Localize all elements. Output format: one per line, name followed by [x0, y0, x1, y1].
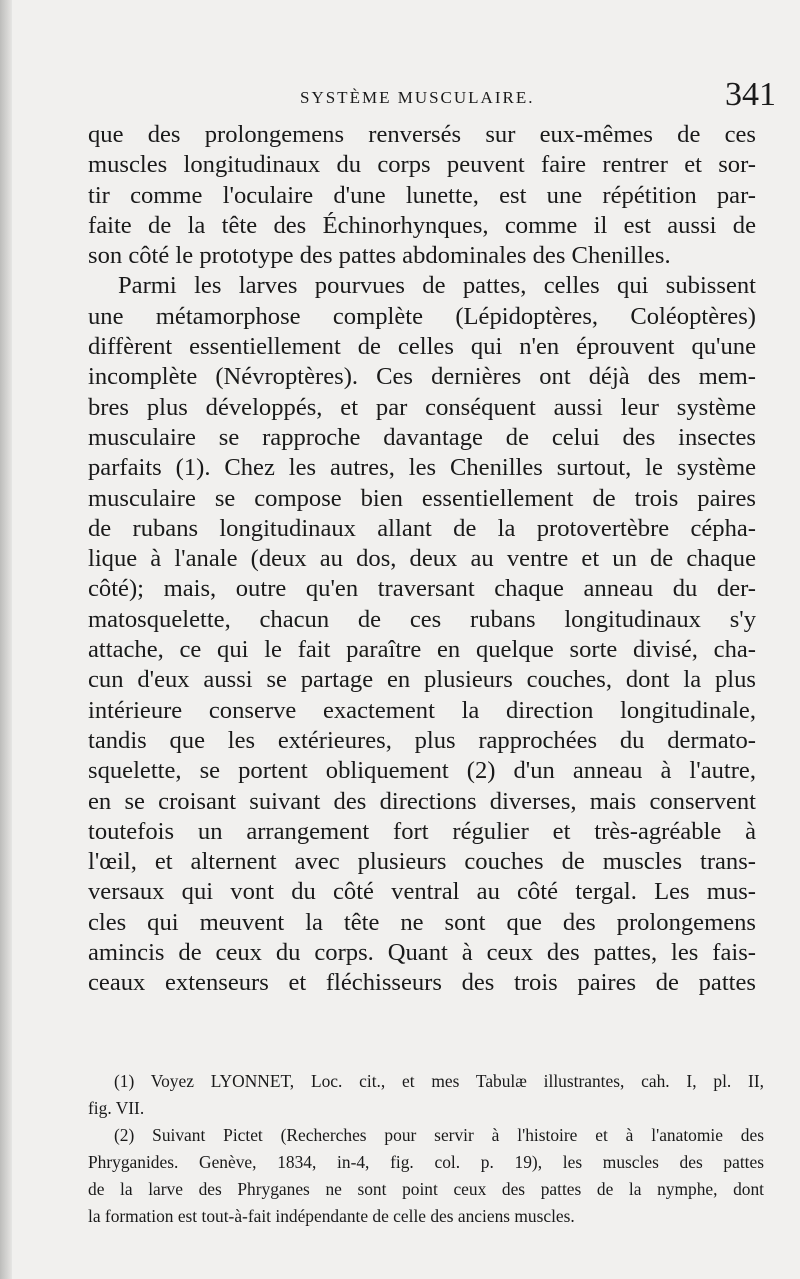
text-line: toutefois un arrangement fort régulier et très-agréable à	[88, 817, 756, 845]
text-line: côté); mais, outre qu'en traversant chaque anneau du der-	[88, 575, 756, 603]
running-head: SYSTÈME MUSCULAIRE.	[300, 88, 535, 107]
text-line: faite de la tête des Échinorhynques, comme il est aussi de	[88, 211, 756, 239]
text-line: attache, ce qui le fait paraître en quelque sorte divisé, cha-	[88, 636, 756, 664]
text-line: incomplète (Névroptères). Ces dernières ont déjà des mem-	[88, 363, 756, 391]
text-line: bres plus développés, et par conséquent aussi leur système	[88, 393, 756, 421]
text-line: son côté le prototype des pattes abdominales des Chenilles.	[88, 242, 671, 270]
text-line: tir comme l'oculaire d'une lunette, est une répétition par-	[88, 181, 756, 209]
text-line: cles qui meuvent la tête ne sont que des prolongemens	[88, 908, 756, 936]
text-line: de rubans longitudinaux allant de la protovertèbre cépha-	[88, 514, 756, 542]
text-line: matosquelette, chacun de ces rubans longitudinaux s'y	[88, 605, 756, 633]
footnote-line: la formation est tout-à-fait indépendante de celle des anciens muscles.	[88, 1206, 575, 1226]
page-edge	[0, 0, 12, 1279]
text-line: que des prolongemens renversés sur eux-mêmes de ces	[88, 121, 756, 148]
page-number: 341	[725, 76, 776, 113]
text-line: l'œil, et alternent avec plusieurs couches de muscles trans-	[88, 848, 756, 876]
footnotes	[88, 1068, 764, 1230]
text-line: cun d'eux aussi se partage en plusieurs couches, dont la plus	[88, 666, 756, 694]
text-line: amincis de ceux du corps. Quant à ceux des pattes, les fais-	[88, 939, 756, 967]
text-line: versaux qui vont du côté ventral au côté tergal. Les mus-	[88, 878, 756, 906]
page-header	[88, 76, 776, 118]
text-line: muscles longitudinaux du corps peuvent faire rentrer et sor-	[88, 151, 756, 179]
footnote-line: Phryganides. Genève, 1834, in-4, fig. col. p. 19), les muscles des pattes	[88, 1152, 764, 1172]
text-line: ceaux extenseurs et fléchisseurs des trois paires de pattes	[88, 969, 756, 997]
text-line: tandis que les extérieures, plus rapprochées du dermato-	[88, 726, 756, 754]
footnote-line: (2) Suivant Pictet (Recherches pour servir à l'histoire et à l'anatomie des	[114, 1125, 764, 1145]
text-line: une métamorphose complète (Lépidoptères, Coléoptères)	[88, 302, 756, 330]
footnote-line: fig. VII.	[88, 1098, 145, 1118]
footnote-line: (1) Voyez LYONNET, Loc. cit., et mes Tabulæ illustrantes, cah. I, pl. II,	[114, 1071, 764, 1091]
text-line: en se croisant suivant des directions diverses, mais conservent	[88, 787, 756, 815]
text-line: lique à l'anale (deux au dos, deux au ventre et un de chaque	[88, 545, 756, 573]
text-line: squelette, se portent obliquement (2) d'un anneau à l'autre,	[88, 757, 756, 785]
text-line: Parmi les larves pourvues de pattes, celles qui subissent	[118, 272, 756, 300]
text-line: intérieure conserve exactement la direction longitudinale,	[88, 696, 756, 724]
text-line: musculaire se compose bien essentiellement de trois paires	[88, 484, 756, 512]
text-line: musculaire se rapproche davantage de celui des insectes	[88, 423, 756, 451]
text-line: parfaits (1). Chez les autres, les Chenilles surtout, le système	[88, 454, 756, 482]
footnote-line: de la larve des Phryganes ne sont point ceux des pattes de la nymphe, dont	[88, 1179, 764, 1199]
text-line: diffèrent essentiellement de celles qui n'en éprouvent qu'une	[88, 333, 756, 361]
body-text	[88, 120, 756, 999]
